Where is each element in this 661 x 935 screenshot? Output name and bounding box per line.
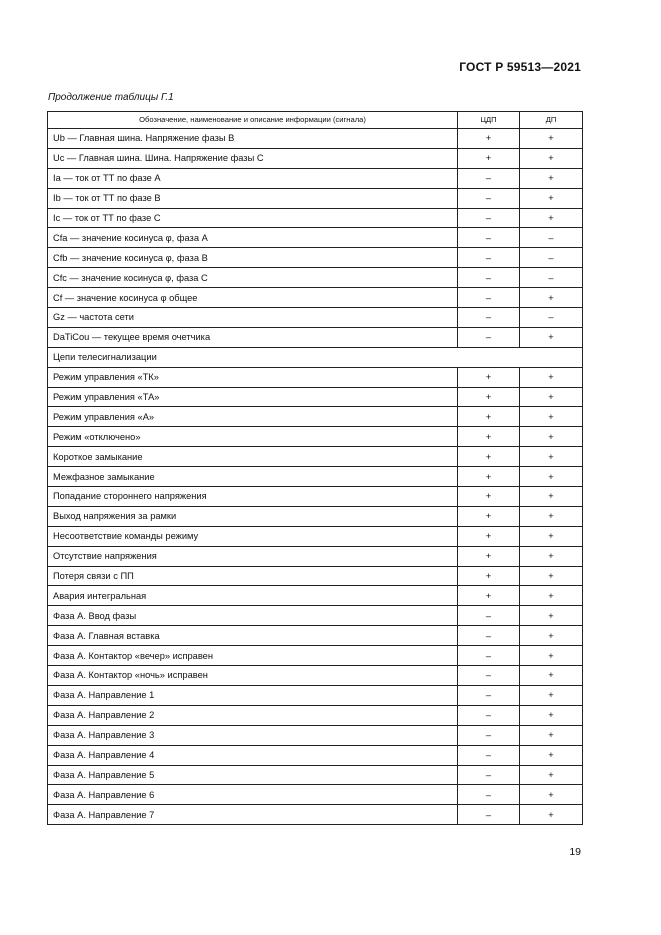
dp-mark: +	[520, 188, 583, 208]
signal-label: Фаза А. Направление 4	[48, 745, 458, 765]
table-row	[48, 745, 583, 765]
cdp-mark: –	[458, 208, 520, 228]
table-row	[48, 387, 583, 407]
table-row	[48, 228, 583, 248]
table-row	[48, 308, 583, 328]
dp-mark: +	[520, 129, 583, 149]
cdp-mark: –	[458, 805, 520, 825]
cdp-mark: –	[458, 666, 520, 686]
signal-label: Потеря связи с ПП	[48, 566, 458, 586]
dp-mark: +	[520, 447, 583, 467]
table-row	[48, 208, 583, 228]
signal-label: Фаза А. Направление 1	[48, 685, 458, 705]
signal-label: Cfb — значение косинуса φ, фаза B	[48, 248, 458, 268]
dp-mark: +	[520, 427, 583, 447]
table-row	[48, 288, 583, 308]
dp-mark: –	[520, 268, 583, 288]
dp-mark: +	[520, 407, 583, 427]
dp-mark: +	[520, 666, 583, 686]
cdp-mark: +	[458, 526, 520, 546]
table-row	[48, 566, 583, 586]
table-row	[48, 129, 583, 149]
signal-label: Фаза А. Главная вставка	[48, 626, 458, 646]
cdp-mark: –	[458, 606, 520, 626]
table-row	[48, 546, 583, 566]
table-row	[48, 407, 583, 427]
column-header-description: Обозначение, наименование и описание информации (сигнала)	[48, 112, 458, 129]
dp-mark: +	[520, 626, 583, 646]
cdp-mark: –	[458, 685, 520, 705]
table-row	[48, 268, 583, 288]
cdp-mark: +	[458, 566, 520, 586]
column-header-dp: ДП	[520, 112, 583, 129]
column-header-cdp: ЦДП	[458, 112, 520, 129]
dp-mark: –	[520, 308, 583, 328]
signal-label: Фаза А. Контактор «вечер» исправен	[48, 646, 458, 666]
table-row	[48, 606, 583, 626]
signal-label: Фаза А. Направление 6	[48, 785, 458, 805]
cdp-mark: –	[458, 765, 520, 785]
signal-label: Cf — значение косинуса φ общее	[48, 288, 458, 308]
signal-label: Cfc — значение косинуса φ, фаза C	[48, 268, 458, 288]
signal-label: Фаза А. Направление 3	[48, 725, 458, 745]
table-row	[48, 725, 583, 745]
cdp-mark: –	[458, 248, 520, 268]
cdp-mark: +	[458, 506, 520, 526]
signal-label: Ub — Главная шина. Напряжение фазы B	[48, 129, 458, 149]
signal-label: Ia — ток от ТТ по фазе A	[48, 168, 458, 188]
signals-table	[47, 111, 583, 825]
table-row	[48, 685, 583, 705]
dp-mark: +	[520, 526, 583, 546]
dp-mark: +	[520, 367, 583, 387]
dp-mark: +	[520, 208, 583, 228]
table-row	[48, 467, 583, 487]
cdp-mark: –	[458, 228, 520, 248]
table-row	[48, 447, 583, 467]
signal-label: Фаза А. Направление 2	[48, 705, 458, 725]
table-row	[48, 526, 583, 546]
table-header-row	[48, 112, 583, 129]
cdp-mark: +	[458, 447, 520, 467]
cdp-mark: –	[458, 288, 520, 308]
cdp-mark: +	[458, 367, 520, 387]
table-row	[48, 188, 583, 208]
table-row	[48, 327, 583, 347]
cdp-mark: –	[458, 268, 520, 288]
cdp-mark: +	[458, 586, 520, 606]
document-code: ГОСТ Р 59513—2021	[459, 60, 581, 74]
table-row	[48, 705, 583, 725]
table-row	[48, 367, 583, 387]
signal-label: Cfa — значение косинуса φ, фаза A	[48, 228, 458, 248]
signal-label: Ib — ток от ТТ по фазе B	[48, 188, 458, 208]
signal-label: Режим управления «ТА»	[48, 387, 458, 407]
dp-mark: +	[520, 725, 583, 745]
signal-label: Фаза А. Направление 5	[48, 765, 458, 785]
table-row	[48, 248, 583, 268]
dp-mark: +	[520, 546, 583, 566]
cdp-mark: –	[458, 327, 520, 347]
signal-label: Авария интегральная	[48, 586, 458, 606]
dp-mark: +	[520, 327, 583, 347]
table-caption: Продолжение таблицы Г.1	[48, 92, 174, 103]
cdp-mark: –	[458, 168, 520, 188]
dp-mark: +	[520, 566, 583, 586]
table-row	[48, 148, 583, 168]
dp-mark: +	[520, 487, 583, 507]
signal-label: Отсутствие напряжения	[48, 546, 458, 566]
signal-label: Несоответствие команды режиму	[48, 526, 458, 546]
cdp-mark: –	[458, 626, 520, 646]
cdp-mark: –	[458, 646, 520, 666]
dp-mark: +	[520, 785, 583, 805]
dp-mark: +	[520, 745, 583, 765]
table-body	[48, 129, 583, 825]
cdp-mark: –	[458, 745, 520, 765]
cdp-mark: +	[458, 387, 520, 407]
dp-mark: –	[520, 228, 583, 248]
cdp-mark: +	[458, 546, 520, 566]
cdp-mark: +	[458, 427, 520, 447]
signal-label: Фаза А. Контактор «ночь» исправен	[48, 666, 458, 686]
table-row	[48, 666, 583, 686]
cdp-mark: +	[458, 487, 520, 507]
dp-mark: +	[520, 805, 583, 825]
table-row	[48, 586, 583, 606]
cdp-mark: –	[458, 725, 520, 745]
cdp-mark: –	[458, 308, 520, 328]
signal-label: Режим управления «А»	[48, 407, 458, 427]
signal-label: Режим «отключено»	[48, 427, 458, 447]
dp-mark: +	[520, 705, 583, 725]
dp-mark: +	[520, 646, 583, 666]
dp-mark: +	[520, 685, 583, 705]
signal-label: Выход напряжения за рамки	[48, 506, 458, 526]
signal-label: Gz — частота сети	[48, 308, 458, 328]
signal-label: DaTiCou — текущее время очетчика	[48, 327, 458, 347]
table-row	[48, 427, 583, 447]
signal-label: Режим управления «ТК»	[48, 367, 458, 387]
page-number: 19	[569, 846, 581, 858]
table-row	[48, 626, 583, 646]
cdp-mark: –	[458, 188, 520, 208]
dp-mark: +	[520, 586, 583, 606]
cdp-mark: +	[458, 407, 520, 427]
table-row	[48, 765, 583, 785]
cdp-mark: +	[458, 467, 520, 487]
table-row	[48, 646, 583, 666]
table-row	[48, 506, 583, 526]
dp-mark: +	[520, 288, 583, 308]
signal-label: Межфазное замыкание	[48, 467, 458, 487]
signal-label: Фаза А. Ввод фазы	[48, 606, 458, 626]
dp-mark: +	[520, 148, 583, 168]
dp-mark: +	[520, 765, 583, 785]
signal-label: Короткое замыкание	[48, 447, 458, 467]
table-section-row	[48, 347, 583, 367]
signal-label: Фаза А. Направление 7	[48, 805, 458, 825]
dp-mark: +	[520, 387, 583, 407]
cdp-mark: –	[458, 785, 520, 805]
table-row	[48, 487, 583, 507]
cdp-mark: –	[458, 705, 520, 725]
table-row	[48, 168, 583, 188]
signal-label: Uc — Главная шина. Шина. Напряжение фазы C	[48, 148, 458, 168]
dp-mark: +	[520, 467, 583, 487]
table-row	[48, 805, 583, 825]
dp-mark: +	[520, 506, 583, 526]
dp-mark: +	[520, 606, 583, 626]
section-label: Цепи телесигнализации	[48, 347, 583, 367]
dp-mark: –	[520, 248, 583, 268]
cdp-mark: +	[458, 148, 520, 168]
table-row	[48, 785, 583, 805]
signal-label: Попадание стороннего напряжения	[48, 487, 458, 507]
dp-mark: +	[520, 168, 583, 188]
cdp-mark: +	[458, 129, 520, 149]
signal-label: Ic — ток от ТТ по фазе C	[48, 208, 458, 228]
